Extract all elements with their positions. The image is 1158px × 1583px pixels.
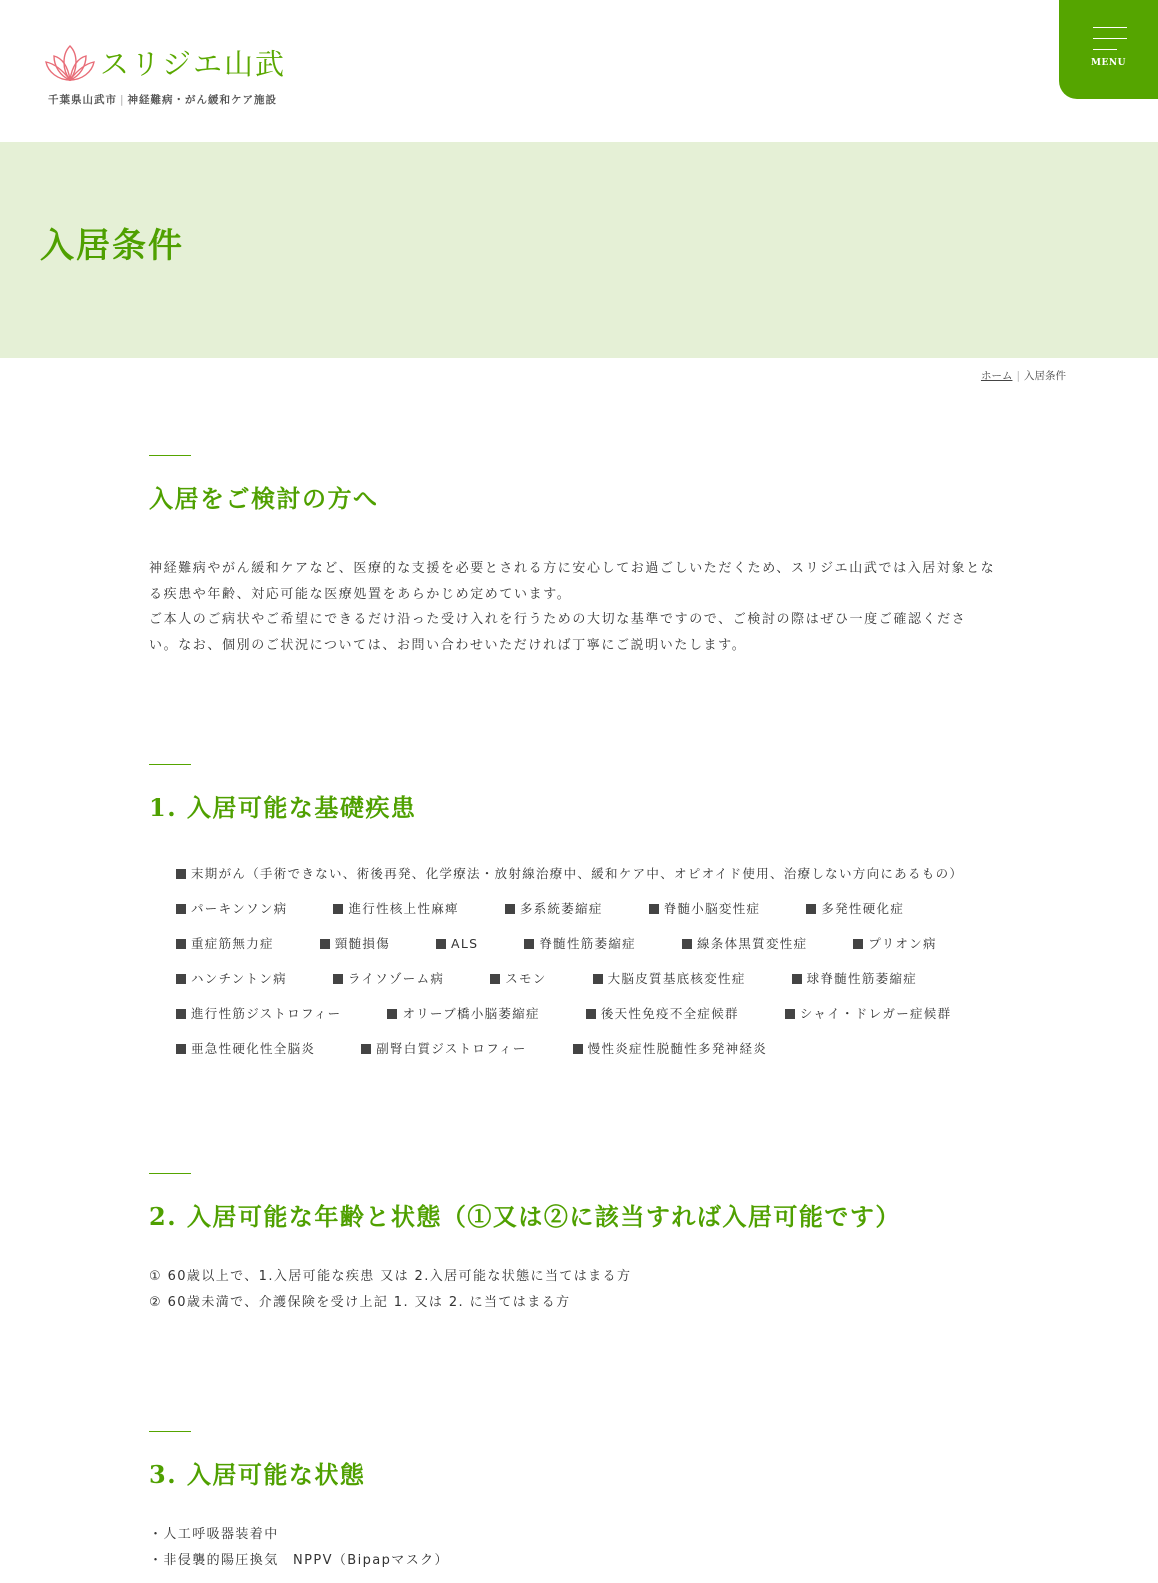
logo-sub-area: 千葉県山武市 [48, 94, 117, 106]
disease-item [333, 969, 444, 987]
disease-row [176, 864, 1009, 882]
disease-item [792, 969, 917, 987]
disease-row [176, 969, 963, 987]
disease-item [361, 1039, 526, 1057]
section-rule [149, 1173, 191, 1174]
disease-label: 末期がん（手術できない、術後再発、化学療法・放射線治療中、緩和ケア中、オピオイド使用、治療しない方向にあるもの） [191, 866, 964, 881]
logo-subtitle [48, 92, 277, 107]
square-bullet-icon [682, 939, 692, 949]
disease-row [176, 1039, 813, 1057]
intro-line: る疾患や年齢、対応可能な医療処置をあらかじめ定めています。 [149, 586, 572, 602]
square-bullet-icon [176, 974, 186, 984]
square-bullet-icon [176, 904, 186, 914]
square-bullet-icon [649, 904, 659, 914]
square-bullet-icon [333, 904, 343, 914]
disease-item [524, 934, 636, 952]
square-bullet-icon [490, 974, 500, 984]
disease-label: 頸髄損傷 [334, 936, 391, 951]
disease-item [176, 969, 287, 987]
disease-item [176, 1039, 315, 1057]
square-bullet-icon [333, 974, 343, 984]
disease-item [593, 969, 746, 987]
disease-label: 重症筋無力症 [191, 936, 274, 951]
disease-item [490, 969, 546, 987]
disease-item [682, 934, 807, 952]
age-conditions [149, 1264, 1029, 1316]
section-rule [149, 1431, 191, 1432]
disease-item [649, 899, 761, 917]
age-condition: ② 60歳未満で、介護保険を受け上記 1. 又は 2. に当てはまる方 [149, 1295, 571, 1310]
disease-label: 脊髄小脳変性症 [663, 901, 761, 916]
square-bullet-icon [320, 939, 330, 949]
square-bullet-icon [361, 1044, 371, 1054]
disease-item [806, 899, 904, 917]
square-bullet-icon [573, 1044, 583, 1054]
age-condition: ① 60歳以上で、1.入居可能な疾患 又は 2.入居可能な状態に当てはまる方 [149, 1269, 632, 1284]
disease-label: プリオン病 [868, 936, 937, 951]
disease-item [176, 934, 274, 952]
breadcrumb [981, 368, 1066, 383]
disease-row [176, 1004, 997, 1022]
square-bullet-icon [176, 1044, 186, 1054]
logo-sub-separator: | [120, 94, 125, 106]
disease-label: 線条体黒質変性症 [696, 936, 808, 951]
disease-label: シャイ・ドレガー症候群 [799, 1006, 952, 1021]
disease-item [176, 1004, 341, 1022]
section-rule [149, 764, 191, 765]
square-bullet-icon [853, 939, 863, 949]
page-title: 入居条件 [40, 226, 184, 266]
intro-section [149, 455, 1029, 658]
age-title: 2. 入居可能な年齢と状態（①又は②に該当すれば入居可能です） [149, 1202, 901, 1231]
disease-item [320, 934, 390, 952]
disease-label: 亜急性硬化性全脳炎 [191, 1041, 316, 1056]
hamburger-line-icon [1093, 49, 1117, 50]
disease-item [387, 1004, 539, 1022]
disease-label: オリーブ橋小脳萎縮症 [402, 1006, 540, 1021]
breadcrumb-current: 入居条件 [1024, 370, 1066, 382]
lotus-logo-icon [44, 42, 96, 86]
breadcrumb-home-link[interactable]: ホーム [980, 370, 1013, 382]
disease-label: 後天性免疫不全症候群 [600, 1006, 739, 1021]
state-item: ・人工呼吸器装着中 [149, 1527, 279, 1542]
site-logo[interactable] [44, 42, 304, 112]
square-bullet-icon [806, 904, 816, 914]
disease-row [176, 899, 950, 917]
disease-label: スモン [505, 971, 547, 986]
site-header [0, 0, 1158, 142]
states-section [149, 1431, 1029, 1574]
intro-line: ご本人のご病状やご希望にできるだけ沿った受け入れを行うための大切な基準ですので、ご検討の際はぜひ一度ご確認くださ [149, 612, 967, 627]
disease-label: 進行性筋ジストロフィー [191, 1006, 342, 1021]
diseases-title: 1. 入居可能な基礎疾患 [149, 793, 417, 822]
disease-item [785, 1004, 952, 1022]
disease-item [505, 899, 603, 917]
section-rule [149, 455, 191, 456]
menu-button[interactable] [1059, 0, 1158, 99]
diseases-section [149, 764, 1029, 1064]
intro-line: い。なお、個別のご状況については、お問い合わせいただければ丁寧にご説明いたします。 [149, 637, 747, 653]
states-title: 3. 入居可能な状態 [149, 1460, 366, 1489]
state-list [149, 1522, 1029, 1574]
intro-line: 神経難病やがん緩和ケアなど、医療的な支援を必要とされる方に安心してお過ごしいただくため、スリジエ山武では入居対象とな [149, 561, 996, 576]
hamburger-line-icon [1093, 38, 1127, 39]
state-item: ・非侵襲的陽圧換気 NPPV（Bipapマスク） [149, 1553, 449, 1568]
intro-text [149, 556, 1029, 658]
square-bullet-icon [792, 974, 802, 984]
disease-label: 脊髄性筋萎縮症 [539, 936, 636, 951]
square-bullet-icon [176, 869, 186, 879]
square-bullet-icon [524, 939, 534, 949]
disease-label: 球脊髄性筋萎縮症 [806, 971, 918, 986]
hamburger-line-icon [1093, 27, 1127, 28]
age-section [149, 1173, 1029, 1316]
disease-label: パーキンソン病 [191, 901, 288, 916]
menu-label: MENU [1091, 58, 1126, 68]
square-bullet-icon [505, 904, 515, 914]
disease-label: 慢性炎症性脱髄性多発神経炎 [587, 1041, 768, 1056]
square-bullet-icon [436, 939, 446, 949]
square-bullet-icon [176, 939, 186, 949]
disease-label: ライソゾーム病 [347, 971, 445, 986]
disease-label: 進行性核上性麻痺 [348, 901, 459, 916]
square-bullet-icon [176, 1009, 186, 1019]
disease-item [333, 899, 458, 917]
disease-label: 多発性硬化症 [821, 901, 905, 916]
disease-label: ハンチントン病 [191, 971, 287, 986]
square-bullet-icon [785, 1009, 795, 1019]
disease-item [176, 899, 287, 917]
disease-label: 多系統萎縮症 [519, 901, 603, 916]
disease-label: 大脳皮質基底核変性症 [607, 971, 746, 986]
logo-sub-desc: 神経難病・がん緩和ケア施設 [127, 94, 278, 106]
disease-item [586, 1004, 739, 1022]
disease-label: ALS [451, 936, 479, 951]
intro-title: 入居をご検討の方へ [149, 484, 379, 513]
page-hero [0, 142, 1158, 358]
square-bullet-icon [586, 1009, 596, 1019]
disease-item [436, 936, 478, 951]
square-bullet-icon [387, 1009, 397, 1019]
disease-row [176, 934, 983, 952]
logo-name: スリジエ山武 [100, 47, 287, 81]
disease-item [853, 934, 936, 952]
disease-label: 副腎白質ジストロフィー [376, 1041, 527, 1056]
square-bullet-icon [593, 974, 603, 984]
disease-item [573, 1039, 767, 1057]
disease-item [176, 864, 963, 882]
breadcrumb-separator: | [1016, 370, 1020, 382]
